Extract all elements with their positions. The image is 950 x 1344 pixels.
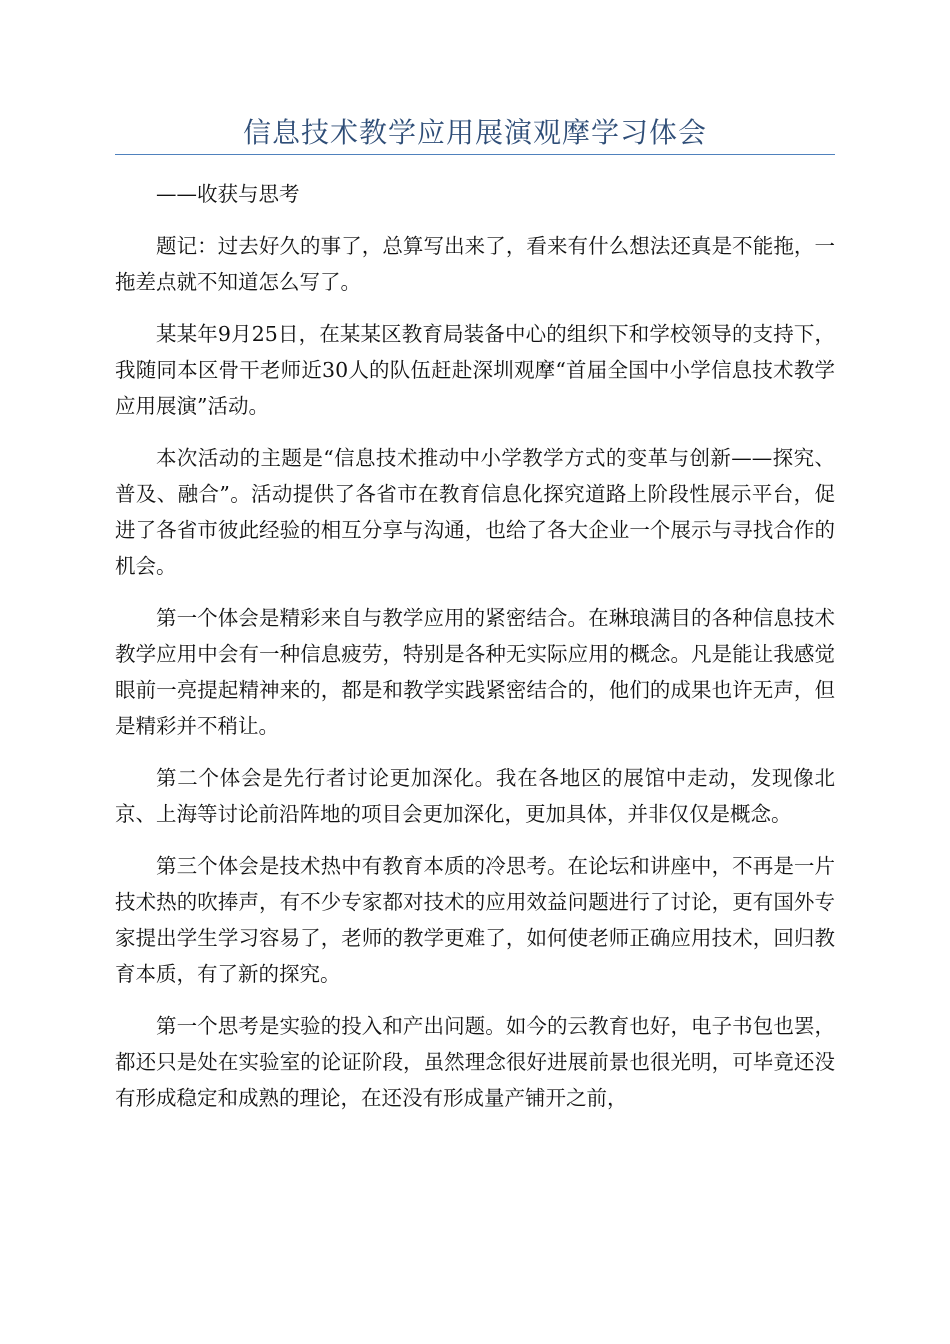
paragraph-epigraph: 题记：过去好久的事了，总算写出来了，看来有什么想法还真是不能拖，一拖差点就不知道怎么写了。 bbox=[115, 234, 835, 294]
paragraph: 第三个体会是技术热中有教育本质的冷思考。在论坛和讲座中，不再是一片技术热的吹捧声，有不少专家都对技术的应用效益问题进行了讨论，更有国外专家提出学生学习容易了，老师的教学更难了，如何使老师正确应用技术，回归教育本质，有了新的探究。 bbox=[115, 854, 835, 986]
paragraph: 第一个思考是实验的投入和产出问题。如今的云教育也好，电子书包也罢，都还只是处在实验室的论证阶段，虽然理念很好进展前景也很光明，可毕竟还没有形成稳定和成熟的理论，在还没有形成量产铺开之前， bbox=[115, 1014, 835, 1110]
paragraph-subtitle: ——收获与思考 bbox=[156, 182, 300, 206]
paragraph: 第一个体会是精彩来自与教学应用的紧密结合。在琳琅满目的各种信息技术教学应用中会有一种信息疲劳，特别是各种无实际应用的概念。凡是能让我感觉眼前一亮提起精神来的，都是和教学实践紧密结合的，他们的成果也许无声，但是精彩并不稍让。 bbox=[115, 606, 835, 738]
title-underline bbox=[115, 154, 835, 155]
paragraph: 第二个体会是先行者讨论更加深化。我在各地区的展馆中走动，发现像北京、上海等讨论前沿阵地的项目会更加深化，更加具体，并非仅仅是概念。 bbox=[115, 766, 835, 826]
document-body bbox=[115, 176, 835, 1116]
document-title: 信息技术教学应用展演观摩学习体会 bbox=[242, 116, 707, 149]
paragraph: 某某年9月25日，在某某区教育局装备中心的组织下和学校领导的支持下，我随同本区骨干老师近30人的队伍赶赴深圳观摩“首届全国中小学信息技术教学应用展演”活动。 bbox=[115, 322, 835, 418]
paragraph: 本次活动的主题是“信息技术推动中小学教学方式的变革与创新——探究、普及、融合”。活动提供了各省市在教育信息化探究道路上阶段性展示平台，促进了各省市彼此经验的相互分享与沟通，也给了各大企业一个展示与寻找合作的机会。 bbox=[115, 446, 835, 578]
